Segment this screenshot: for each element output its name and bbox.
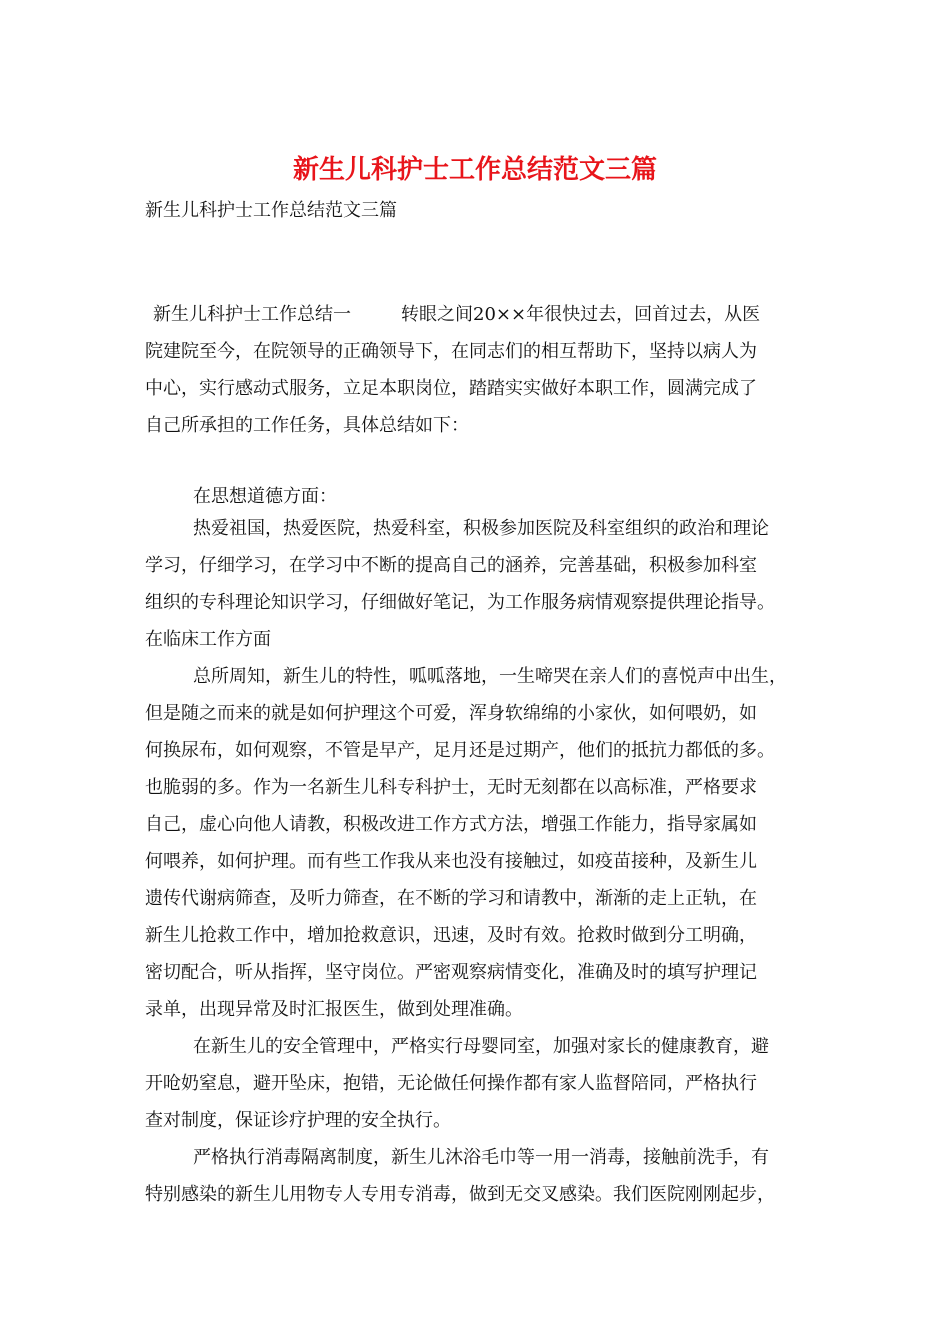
document-title: 新生儿科护士工作总结范文三篇 [292,155,657,185]
text-line: 组织的专科理论知识学习，仔细做好笔记，为工作服务病情观察提供理论指导。 [145,592,775,613]
text-line: 但是随之而来的就是如何护理这个可爱，浑身软绵绵的小家伙，如何喂奶，如 [145,703,757,724]
document-subtitle: 新生儿科护士工作总结范文三篇 [145,200,397,221]
text-line: 在新生儿的安全管理中，严格实行母婴同室，加强对家长的健康教育，避 [193,1036,769,1057]
intro-first-text: 转眼之间20××年很快过去，回首过去，从医 [401,304,761,325]
text-line: 学习，仔细学习，在学习中不断的提高自己的涵养，完善基础，积极参加科室 [145,555,757,576]
text-line: 何喂养，如何护理。而有些工作我从来也没有接触过，如疫苗接种，及新生儿 [145,851,757,872]
section-heading: 在临床工作方面 [145,629,271,650]
text-line: 严格执行消毒隔离制度，新生儿沐浴毛巾等一用一消毒，接触前洗手，有 [193,1147,769,1168]
text-line: 中心，实行感动式服务，立足本职岗位，踏踏实实做好本职工作，圆满完成了 [145,378,757,399]
text-line: 密切配合，听从指挥，坚守岗位。严密观察病情变化，准确及时的填写护理记 [145,962,757,983]
text-line: 自己所承担的工作任务，具体总结如下： [145,415,469,436]
text-line: 总所周知，新生儿的特性，呱呱落地，一生啼哭在亲人们的喜悦声中出生， [193,666,787,687]
text-line: 开呛奶窒息，避开坠床，抱错，无论做任何操作都有家人监督陪同，严格执行 [145,1073,757,1094]
text-line: 也脆弱的多。作为一名新生儿科专科护士，无时无刻都在以高标准，严格要求 [145,777,757,798]
intro-heading: 新生儿科护士工作总结一 [153,304,351,325]
text-line: 院建院至今，在院领导的正确领导下，在同志们的相互帮助下，坚持以病人为 [145,341,757,362]
text-line: 特别感染的新生儿用物专人专用专消毒，做到无交叉感染。我们医院刚刚起步， [145,1184,775,1205]
text-line: 自己，虚心向他人请教，积极改进工作方式方法，增强工作能力，指导家属如 [145,814,757,835]
text-line: 新生儿抢救工作中，增加抢救意识，迅速，及时有效。抢救时做到分工明确， [145,925,757,946]
text-line: 何换尿布，如何观察，不管是早产，足月还是过期产，他们的抵抗力都低的多。 [145,740,775,761]
intro-first-line [153,302,760,328]
text-line: 遗传代谢病筛查，及听力筛查，在不断的学习和请教中，渐渐的走上正轨，在 [145,888,757,909]
text-line: 热爱祖国，热爱医院，热爱科室，积极参加医院及科室组织的政治和理论 [193,518,769,539]
text-line: 查对制度，保证诊疗护理的安全执行。 [145,1110,451,1131]
section-heading: 在思想道德方面： [193,486,337,507]
text-line: 录单，出现异常及时汇报医生，做到处理准确。 [145,999,523,1020]
